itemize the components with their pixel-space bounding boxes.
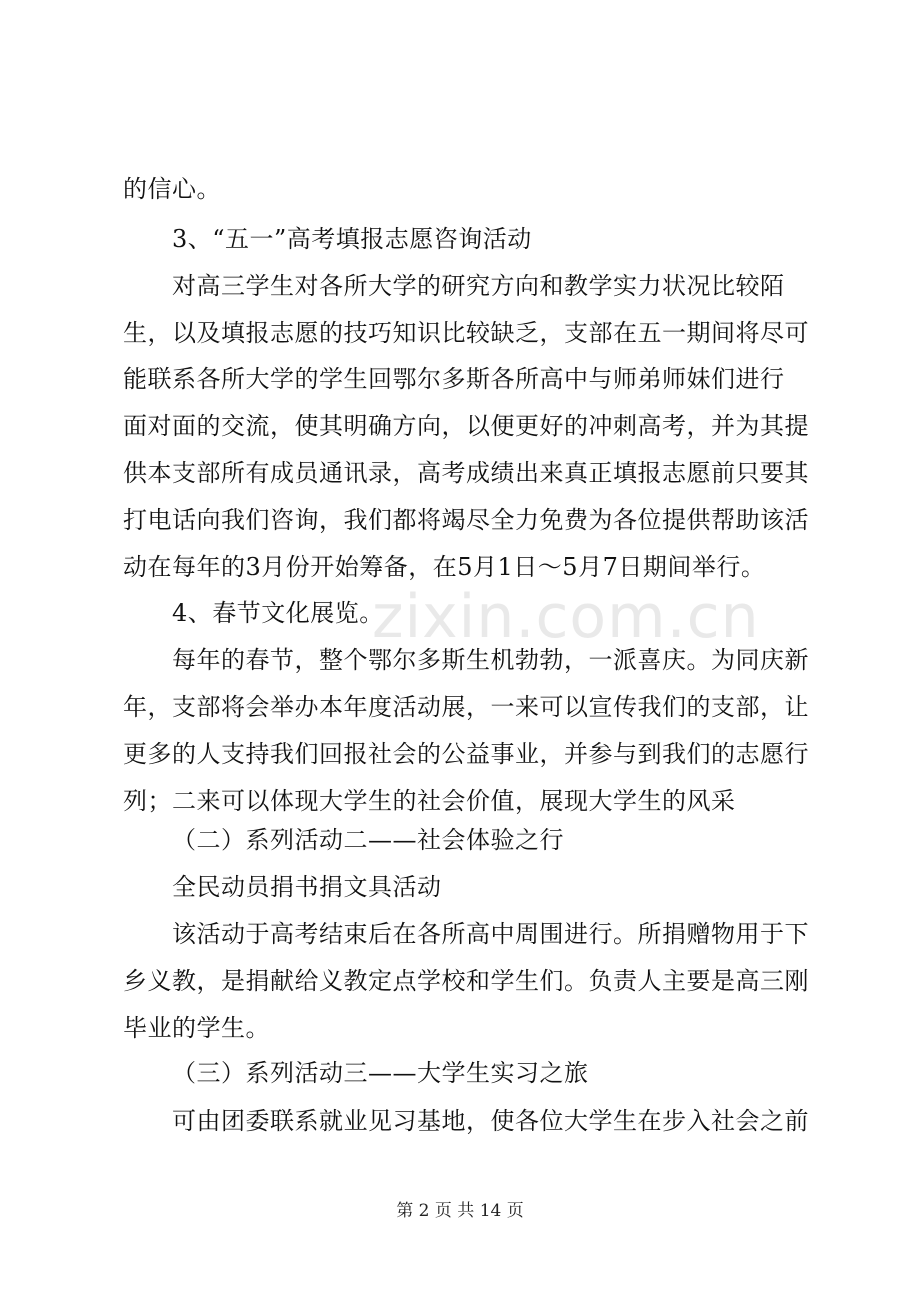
paragraph-line: 能联系各所大学的学生回鄂尔多斯各所高中与师弟师妹们进行 — [123, 365, 785, 393]
page-number-footer: 第 2 页 共 14 页 — [396, 1201, 524, 1221]
watermark: zixin.com.cn — [372, 582, 760, 652]
section-heading: （三）系列活动三——大学生实习之旅 — [172, 1059, 589, 1087]
section-heading: 3、“五一”高考填报志愿咨询活动 — [172, 225, 532, 253]
paragraph-line: 可由团委联系就业见习基地，使各位大学生在步入社会之前 — [172, 1107, 809, 1135]
section-heading: 4、春节文化展览。 — [172, 599, 384, 627]
paragraph-line: 动在每年的3月份开始筹备，在5月1日～5月7日期间举行。 — [123, 553, 766, 581]
paragraph-line: 毕业的学生。 — [123, 1014, 270, 1042]
paragraph-line: 更多的人支持我们回报社会的公益事业，并参与到我们的志愿行 — [123, 740, 809, 768]
section-heading: （二）系列活动二——社会体验之行 — [172, 826, 564, 854]
paragraph-line: 面对面的交流，使其明确方向，以便更好的冲刺高考，并为其提 — [123, 412, 809, 440]
paragraph-line: 打电话向我们咨询，我们都将竭尽全力免费为各位提供帮助该活 — [123, 506, 809, 534]
paragraph-line: 列；二来可以体现大学生的社会价值，展现大学生的风采 — [123, 787, 736, 815]
paragraph-line: 乡义教，是捐献给义教定点学校和学生们。负责人主要是高三刚 — [123, 967, 809, 995]
paragraph-line: 供本支部所有成员通讯录，高考成绩出来真正填报志愿前只要其 — [123, 459, 809, 487]
paragraph-line: 的信心。 — [123, 175, 221, 203]
paragraph-line: 对高三学生对各所大学的研究方向和教学实力状况比较陌 — [172, 272, 785, 300]
paragraph-line: 该活动于高考结束后在各所高中周围进行。所捐赠物用于下 — [172, 920, 809, 948]
paragraph-line: 年，支部将会举办本年度活动展，一来可以宣传我们的支部，让 — [123, 693, 809, 721]
section-heading: 全民动员捐书捐文具活动 — [172, 873, 442, 901]
paragraph-line: 每年的春节，整个鄂尔多斯生机勃勃，一派喜庆。为同庆新 — [172, 646, 809, 674]
paragraph-line: 生，以及填报志愿的技巧知识比较缺乏，支部在五一期间将尽可 — [123, 319, 809, 347]
